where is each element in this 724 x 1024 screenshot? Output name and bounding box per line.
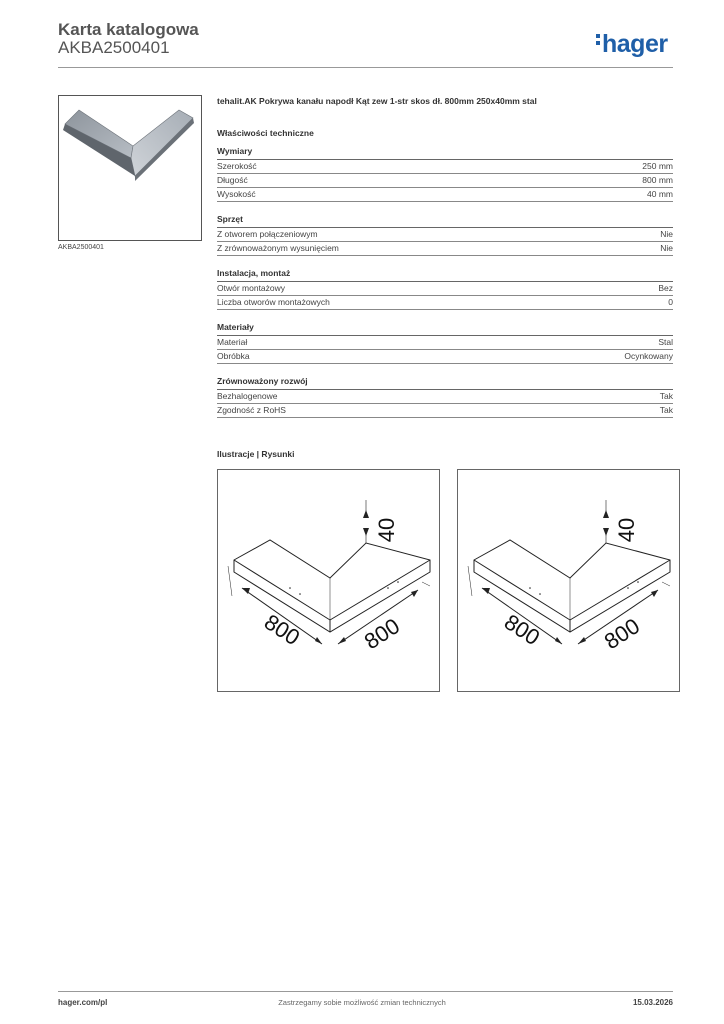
height-dimension-label: 40 [614, 517, 639, 543]
spec-value: Ocynkowany [624, 351, 673, 361]
spec-value: 250 mm [642, 161, 673, 171]
spec-label: Z zrównoważonym wysunięciem [217, 243, 339, 253]
right-length-dimension-label: 800 [359, 613, 405, 655]
spec-row [217, 242, 673, 256]
spec-value: Tak [659, 405, 673, 415]
logo-dots-icon [596, 34, 600, 48]
spec-row [217, 188, 673, 202]
footer-date: 15.03.2026 [632, 998, 673, 1007]
group-title-equipment: Sprzęt [217, 214, 673, 228]
spec-value: Bez [658, 283, 673, 293]
product-image [58, 95, 202, 241]
spec-row [217, 336, 673, 350]
spec-row [217, 404, 673, 418]
angle-cover-drawing [458, 470, 679, 691]
product-code: AKBA2500401 [58, 38, 170, 57]
spec-label: Zgodność z RoHS [217, 405, 286, 415]
spec-value: 0 [668, 297, 673, 307]
page-title: Karta katalogowa [58, 20, 199, 39]
spec-label: Długość [217, 175, 248, 185]
product-title: tehalit.AK Pokrywa kanału napodł Kąt zew 1-str skos dł. 800mm 250x40mm stal [217, 96, 537, 106]
spec-label: Bezhalogenowe [217, 391, 278, 401]
spec-row [217, 350, 673, 364]
spec-value: Stal [658, 337, 673, 347]
spec-label: Liczba otworów montażowych [217, 297, 330, 307]
illustrations-heading: Ilustracje | Rysunki [217, 449, 295, 459]
spec-row [217, 174, 673, 188]
spec-label: Otwór montażowy [217, 283, 286, 293]
group-title-dimensions: Wymiary [217, 146, 673, 160]
height-dimension-label: 40 [374, 517, 399, 543]
left-length-dimension-label: 800 [499, 609, 545, 651]
footer-notice: Zastrzegamy sobie możliwość zmian technicznych [278, 998, 446, 1007]
spec-row [217, 160, 673, 174]
spec-row [217, 390, 673, 404]
group-title-sustainability: Zrównoważony rozwój [217, 376, 673, 390]
product-details [217, 96, 673, 418]
spec-label: Wysokość [217, 189, 256, 199]
spec-row [217, 282, 673, 296]
spec-label: Materiał [217, 337, 248, 347]
hager-logo [596, 30, 668, 59]
left-length-dimension-label: 800 [259, 609, 305, 651]
logo-text: hager [602, 30, 668, 58]
technical-properties-heading: Właściwości techniczne [217, 128, 314, 138]
spec-value: 800 mm [642, 175, 673, 185]
technical-drawing [457, 469, 680, 692]
image-caption: AKBA2500401 [58, 244, 104, 251]
header-divider [58, 67, 673, 68]
spec-label: Obróbka [217, 351, 250, 361]
spec-row [217, 228, 673, 242]
spec-label: Szerokość [217, 161, 257, 171]
spec-label: Z otworem połączeniowym [217, 229, 318, 239]
group-title-materials: Materiały [217, 322, 673, 336]
footer-website-link[interactable]: hager.com/pl [58, 998, 108, 1007]
technical-drawing [217, 469, 440, 692]
spec-value: 40 mm [647, 189, 673, 199]
spec-row [217, 296, 673, 310]
group-title-installation: Instalacja, montaż [217, 268, 673, 282]
spec-value: Tak [659, 391, 673, 401]
spec-value: Nie [660, 229, 673, 239]
right-length-dimension-label: 800 [599, 613, 645, 655]
angle-cover-drawing [218, 470, 439, 691]
spec-value: Nie [660, 243, 673, 253]
footer-divider [58, 991, 673, 992]
product-photo-illustration [59, 96, 201, 240]
